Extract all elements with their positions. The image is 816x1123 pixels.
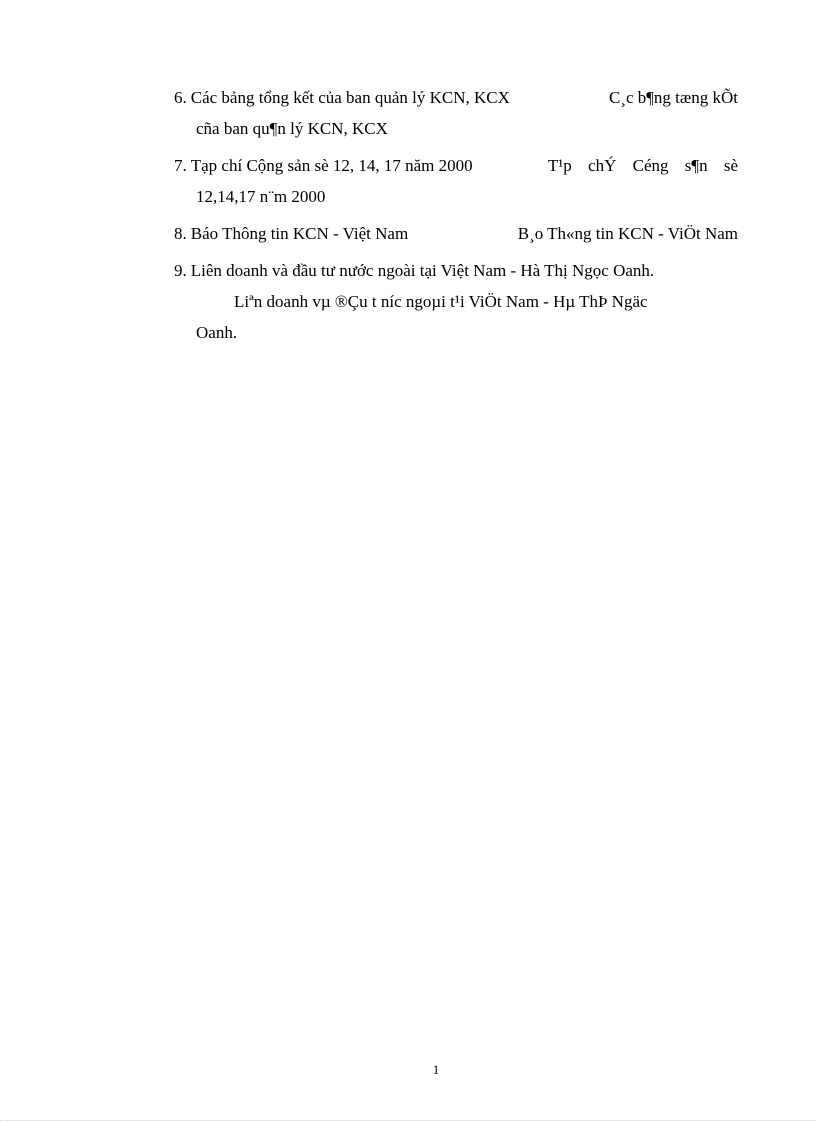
reference-title-legacy-encoding: B¸o Th«ng tin KCN - ViÖt Nam: [517, 224, 738, 243]
page-bottom-divider: [0, 1120, 816, 1121]
reference-item-6: [174, 82, 738, 144]
reference-title-legacy-encoding: T¹p chÝ Céng s¶n sè: [547, 156, 738, 175]
reference-line-continuation: Oanh.: [196, 323, 238, 342]
reference-line: [174, 150, 738, 181]
reference-item-8: [174, 218, 738, 249]
reference-title: Liên doanh và đầu tư nước ngoài tại Việt Nam - Hà Thị Ngọc Oanh.: [190, 261, 655, 280]
reference-number: 6.: [174, 88, 187, 107]
reference-list: [174, 82, 738, 354]
reference-line-continuation: 12,14,17 n¨m 2000: [196, 187, 326, 206]
reference-title: Các bảng tổng kết của ban quản lý KCN, KCX: [190, 88, 510, 107]
reference-title: Báo Thông tin KCN - Việt Nam: [190, 224, 409, 243]
reference-line-legacy-encoding: Liªn doanh vµ ®Çu t níc ngoµi t¹i ViÖt Nam - Hµ ThÞ Ngäc: [234, 292, 648, 311]
reference-number: 8.: [174, 224, 187, 243]
reference-line-continuation: cña ban qu¶n lý KCN, KCX: [196, 119, 388, 138]
reference-number: 9.: [174, 261, 187, 280]
page-number: 1: [432, 1062, 440, 1077]
reference-line: [174, 82, 738, 113]
reference-item-7: [174, 150, 738, 212]
reference-item-9: [174, 255, 738, 348]
reference-line: [174, 255, 738, 286]
reference-number: 7.: [174, 156, 187, 175]
reference-title-legacy-encoding: C¸c b¶ng tæng kÕt: [608, 88, 738, 107]
reference-line: [174, 218, 738, 249]
reference-title: Tạp chí Cộng sản sè 12, 14, 17 năm 2000: [190, 156, 473, 175]
